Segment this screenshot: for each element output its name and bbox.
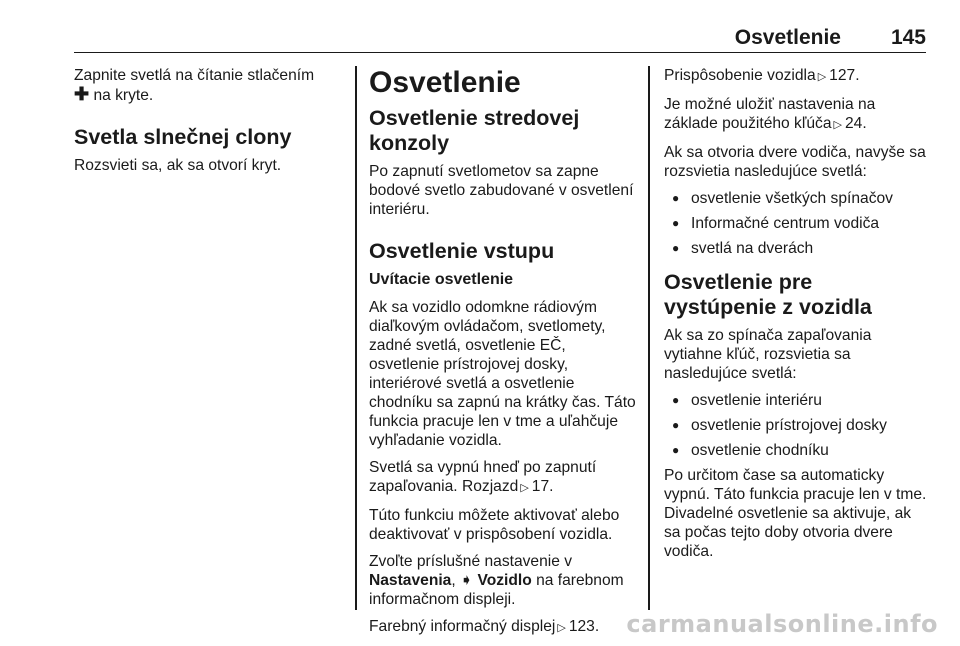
key-settings-text: Je možné uložiť nastavenia na základe použitého kľúča▷ 24. — [664, 95, 930, 135]
reference-arrow-icon — [816, 67, 829, 84]
exit-lighting-text: Ak sa zo spínača zapaľovania vytiahne kľúč, rozsvietia sa nasledujúce svetlá: — [664, 327, 872, 382]
exit-lights-list — [664, 391, 930, 460]
heading-entry-lighting: Osvetlenie vstupu — [369, 239, 555, 263]
list-item: ● osvetlenie chodníku — [664, 441, 930, 460]
heading-exit-lighting: Osvetlenie pre vystúpenie z vozidla — [664, 270, 872, 319]
list-item: ● svetlá na dverách — [664, 239, 930, 258]
page-number: 145 — [890, 26, 926, 49]
plus-icon: ✚ — [74, 84, 90, 104]
welcome-text-3: Túto funkciu môžete aktivovať alebo deaktivovať v prispôsobení vozidla. — [369, 507, 620, 543]
list-item: ● osvetlenie prístrojovej dosky — [664, 416, 930, 435]
column-divider — [648, 66, 650, 610]
auto-off-text: Po určitom čase sa automaticky vypnú. Táto funkcia pracuje len v tme. Divadelné osvetlenie sa aktivuje, ak sa počas tejto doby otvoria dvere vodiča. — [664, 467, 927, 560]
driver-door-text: Ak sa otvoria dvere vodiča, navyše sa rozsvietia nasledujúce svetlá: — [664, 144, 926, 180]
page-reference[interactable]: 17. — [531, 478, 554, 495]
page-reference[interactable]: 24. — [845, 115, 867, 132]
heading-welcome-lighting: Uvítacie osvetlenie — [369, 271, 514, 288]
page-reference[interactable]: 123. — [568, 618, 600, 635]
customization-text: Prispôsobenie vozidla▷ 127. — [664, 66, 930, 87]
list-item: ● osvetlenie interiéru — [664, 391, 930, 410]
reference-arrow-icon — [832, 115, 845, 132]
page-header — [74, 26, 926, 53]
welcome-text-5: Farebný informačný displej▷ 123. — [369, 617, 637, 638]
heading-sun-visor: Svetla slnečnej clony — [74, 125, 292, 149]
column-left — [74, 66, 346, 183]
heading-console-lighting: Osvetlenie stredovej konzoly — [369, 106, 580, 155]
list-item: ● Informačné centrum vodiča — [664, 214, 930, 233]
reading-light-text: Zapnite svetlá na čítanie stlačením ✚ na kryte. — [74, 67, 315, 104]
welcome-text-1: Ak sa vozidlo odomkne rádiovým diaľkovým ovládačom, svetlomety, zadné svetlá, osvetlenie EČ, osvetlenie prístrojovej dosky, interiérové svetlá a osvetlenie chodníku sa zapnú na krátky čas. Táto funkcia pracuje len v tme a uľahčuje vyhľadanie vozidla. — [369, 299, 636, 449]
reference-arrow-icon — [555, 618, 568, 635]
page-reference[interactable]: 127. — [829, 67, 860, 84]
forward-arrow-icon: ➧ — [460, 572, 474, 589]
column-right — [664, 66, 930, 569]
list-item: ● osvetlenie všetkých spínačov — [664, 189, 930, 208]
section-title: Osvetlenie — [369, 66, 521, 99]
driver-door-lights-list — [664, 189, 930, 258]
running-title: Osvetlenie — [734, 26, 841, 49]
watermark: carmanualsonline.info — [626, 610, 938, 638]
reference-arrow-icon — [518, 478, 531, 495]
welcome-text-4: Zvoľte príslušné nastavenie v Nastavenia, ➧ Vozidlo na farebnom informačnom displeji. — [369, 553, 624, 608]
sun-visor-text: Rozsvieti sa, ak sa otvorí kryt. — [74, 157, 282, 174]
column-middle — [369, 66, 637, 646]
column-divider — [355, 66, 357, 610]
welcome-text-2: Svetlá sa vypnú hneď po zapnutí zapaľovania. Rozjazd▷ 17. — [369, 458, 637, 498]
console-lighting-text: Po zapnutí svetlometov sa zapne bodové svetlo zabudované v osvetlení interiéru. — [369, 163, 634, 218]
